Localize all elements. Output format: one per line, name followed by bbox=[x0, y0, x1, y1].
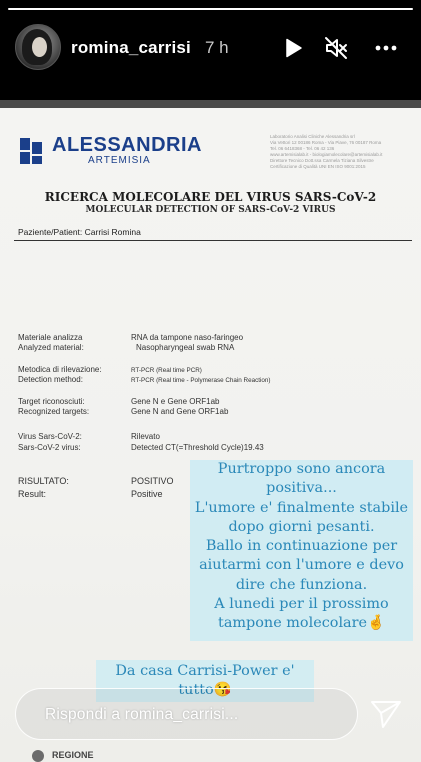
username[interactable]: romina_carrisi bbox=[71, 38, 191, 57]
row-label: Recognized targets: bbox=[18, 407, 90, 416]
play-icon[interactable] bbox=[281, 36, 305, 60]
send-icon[interactable] bbox=[370, 699, 402, 729]
caption-line: dopo giorni pesanti. bbox=[228, 518, 375, 535]
row-value: Detected CT(=Threshold Cycle)19.43 bbox=[131, 443, 264, 452]
regione-label: REGIONE bbox=[52, 750, 94, 760]
lab-info-line: Via Vettori 12 00186 Roma - Via Piave, 76 00187 Roma bbox=[270, 140, 382, 145]
caption-line: aiutarmi con l'umore e devo bbox=[199, 557, 404, 574]
row-value: Positive bbox=[131, 489, 163, 499]
lab-info-line: www.artemisialab.it - biologiamolecolare@artemisialab.it bbox=[270, 152, 383, 157]
avatar-face bbox=[32, 37, 47, 57]
caption-line: Ballo in continuazione per bbox=[205, 538, 398, 555]
row-label: Materiale analizza bbox=[18, 333, 83, 342]
divider bbox=[14, 240, 412, 241]
story-progress-fill bbox=[8, 8, 413, 10]
caption-line: L'umore e' finalmente stabile bbox=[194, 499, 409, 516]
caption-line: dire che funziona. bbox=[235, 576, 368, 593]
patient-name: Paziente/Patient: Carrisi Romina bbox=[18, 227, 141, 237]
speaker-muted-icon[interactable] bbox=[324, 36, 348, 60]
caption-line: A lunedi per il prossimo bbox=[214, 596, 389, 613]
row-value: Gene N e Gene ORF1ab bbox=[131, 397, 220, 406]
story-progress-bar bbox=[8, 8, 413, 10]
document-title: RICERCA MOLECOLARE DEL VIRUS SARS-CoV-2 bbox=[44, 190, 377, 204]
lab-contact-info bbox=[270, 134, 410, 170]
caption-text bbox=[190, 460, 413, 634]
row-label: Result: bbox=[18, 489, 47, 499]
caption-line: tampone molecolare🤞 bbox=[218, 615, 385, 632]
photo-top-edge bbox=[0, 100, 421, 108]
row-value: Rilevato bbox=[131, 432, 160, 441]
row-label: Sars-CoV-2 virus: bbox=[18, 443, 81, 452]
row-label: Detection method: bbox=[18, 375, 83, 384]
caption-sticker bbox=[190, 460, 413, 641]
timestamp: 7 h bbox=[205, 38, 229, 57]
row-label: Virus Sars-CoV-2: bbox=[18, 432, 82, 441]
regione-logo-icon bbox=[30, 748, 46, 762]
row-value: Gene N and Gene ORF1ab bbox=[131, 407, 229, 416]
caption-line: Purtroppo sono ancora bbox=[217, 461, 386, 477]
lab-logo-name: ALESSANDRIA bbox=[52, 134, 202, 156]
row-label: RISULTATO: bbox=[18, 476, 69, 486]
row-value: POSITIVO bbox=[131, 476, 174, 486]
story-header bbox=[0, 14, 421, 84]
more-dots-icon[interactable] bbox=[374, 36, 398, 60]
row-value: RNA da tampone naso-faringeo bbox=[131, 333, 244, 342]
row-label: Analyzed material: bbox=[18, 343, 84, 352]
row-label: Metodica di rilevazione: bbox=[18, 365, 102, 374]
lab-logo-subtitle: ARTEMISIA bbox=[88, 155, 151, 166]
lab-logo-icon bbox=[18, 136, 44, 166]
caption-line: Da casa Carrisi-Power e' bbox=[115, 663, 295, 679]
reply-input[interactable] bbox=[15, 688, 358, 740]
row-value: RT-PCR (Real time PCR) bbox=[131, 367, 202, 374]
next-document-header bbox=[30, 748, 130, 762]
lab-info-line: Tel. 06 6418368 - Tel. 06 42 136 bbox=[270, 146, 335, 151]
reply-placeholder: Rispondi a romina_carrisi... bbox=[45, 706, 239, 723]
lab-info-line: Laboratorio Analisi Cliniche Alessandria srl bbox=[270, 134, 355, 139]
avatar[interactable] bbox=[15, 24, 61, 70]
lab-info-line: Direttore Tecnico Dott.ssa Carmela Tiziana Silvestre bbox=[270, 158, 374, 163]
lab-info-line: Certificazione di Qualità UNI EN ISO 9001:2015 bbox=[270, 164, 366, 169]
row-label: Target riconosciuti: bbox=[18, 397, 85, 406]
row-value: Nasopharyngeal swab RNA bbox=[136, 343, 235, 352]
document-subtitle: MOLECULAR DETECTION OF SARS-CoV-2 VIRUS bbox=[85, 205, 336, 215]
caption-line: tutto😘 bbox=[178, 682, 232, 699]
caption-line: positiva... bbox=[266, 480, 337, 497]
row-value: RT-PCR (Real time - Polymerase Chain Reaction) bbox=[131, 377, 271, 384]
